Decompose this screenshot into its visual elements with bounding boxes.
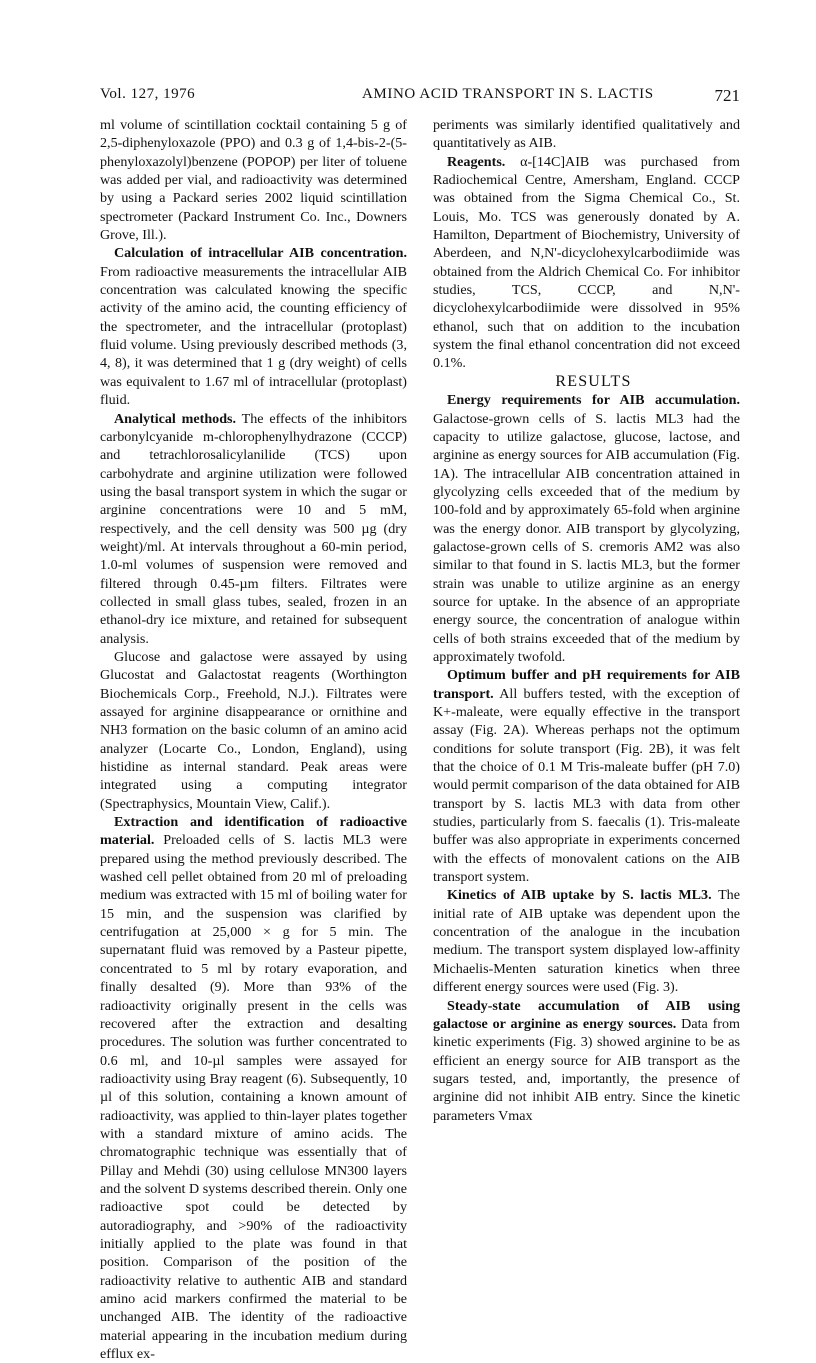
paragraph-steady-state: Steady-state accumulation of AIB using galactose or arginine as energy sources. Data from kinetic experiments (Fig. 3) showed arginine to be as efficient an energy source for AIB transport as the sugars tested, and, importantly, the presence of arginine did not inhibit AIB entry. Since the kinetic parameters Vmax [433, 997, 740, 1124]
section-heading-results: RESULTS [555, 372, 632, 390]
run-in-heading: Steady-state accumulation of AIB using galactose or arginine as energy sources. [433, 997, 740, 1032]
paragraph-energy-requirements: Energy requirements for AIB accumulation. Galactose-grown cells of S. lactis ML3 had the capacity to utilize galactose, glucose, lactose, and arginine as energy sources for AIB accumulation (Fig. 1A). The intracellular AIB concentration attained in glycolyzing cells exceeded that of the medium by 100-fold and by approximately 65-fold when arginine was the energy donor. AIB transport by glycolyzing, galactose-grown cells of S. cremoris AM2 was also similar to that found in S. lactis ML3, but the former strain was unable to utilize arginine as an energy source for uptake. In the absence of an appropriate energy source, the concentration of analogue within cells of both strains exceeded that of the medium by approximately twofold. [433, 392, 740, 665]
paragraph-buffer-ph: Optimum buffer and pH requirements for AIB transport. All buffers tested, with the exception of K+-maleate, were equally effective in the transport assay (Fig. 2A). Whereas perhaps not the optimum conditions for solute transport (Fig. 2B), it was felt that the choice of 0.1 M Tris-maleate buffer (pH 7.0) would permit comparison of the data obtained for AIB transport by S. lactis ML3 with data from other studies, particularly from S. faecalis (1). Tris-maleate buffer was also appropriate in experiments concerned with the effects of monovalent cations on the AIB transport system. [433, 667, 740, 886]
run-in-heading: Analytical methods. [114, 410, 237, 427]
run-in-heading: Calculation of intracellular AIB concentration. [114, 245, 407, 262]
paragraph-extraction: Extraction and identification of radioactive material. Preloaded cells of S. lactis ML3 were prepared using the method previously described. The washed cell pellet obtained from 20 ml of preloading medium was extracted with 15 ml of boiling water for 15 min, and the suspension was clarified by centrifugation at 25,000 × g for 5 min. The supernatant fluid was removed by a Pasteur pipette, concentrated to 5 ml by rotary evaporation, and finally desalted (9). More than 93% of the radioactivity originally present in the cells was recovered after the extraction and desalting procedures. The solution was further concentrated to 0.6 ml, and 10-µl samples were assayed for radioactivity using Bray reagent (6). Subsequently, 10 µl of this solution, containing a known amount of radioactivity, was applied to thin-layer plates together with a standard mixture of amino acids. The chromatographic technique was essentially that of Pillay and Mehdi (30) using cellulose MN300 layers and the solvent D systems described therein. Only one radioactive spot could be detected by autoradiography, and >90% of the radioactivity initially applied to the plate was found in that position. Comparison of the position of the radioactivity relative to authentic AIB and standard amino acid markers confirmed the material to be unchanged AIB. The identity of the radioactive material appearing in the incubation medium during efflux ex- [100, 814, 407, 1363]
left-column [100, 116, 407, 1363]
paragraph-reagents: Reagents. α-[14C]AIB was purchased from Radiochemical Centre, Amersham, England. CCCP was obtained from the Sigma Chemical Co., St. Louis, Mo. TCS was generously donated by A. Hamilton, Department of Biochemistry, University of Aberdeen, and N,N'-dicyclohexylcarbodiimide was obtained from the Aldrich Chemical Co. For inhibitor studies, TCS, CCCP, and N,N'-dicyclohexylcarbodiimide were dissolved in 95% ethanol, such that on addition to the incubation system the final ethanol concentration did not exceed 0.1%. [433, 153, 740, 372]
paragraph-efflux-continued: periments was similarly identified qualitatively and quantitatively as AIB. [433, 117, 740, 152]
running-title: AMINO ACID TRANSPORT IN S. LACTIS [362, 86, 654, 102]
run-in-heading: Energy requirements for AIB accumulation. [447, 392, 740, 409]
right-column [433, 116, 740, 1125]
paragraph-analytical-methods: Analytical methods. The effects of the inhibitors carbonylcyanide m-chlorophenylhydrazone (CCCP) and tetrachlorosalicylanilide (TCS) upon carbohydrate and arginine utilization were followed using the basal transport system in which the sugar or arginine concentrations were 10 and 5 mM, respectively, and the cell density was 500 µg (dry weight)/ml. At intervals throughout a 60-min period, 1.0-ml volumes of suspension were removed and filtered through 0.45-µm filters. Filtrates were collected in small glass tubes, sealed, frozen in an ethanol-dry ice mixture, and retained for subsequent analysis. [100, 410, 408, 647]
run-in-heading: Kinetics of AIB uptake by S. lactis ML3. [447, 887, 712, 904]
paragraph-kinetics: Kinetics of AIB uptake by S. lactis ML3. The initial rate of AIB uptake was dependent upon the concentration of the analogue in the incubation medium. The transport system displayed low-affinity Michaelis-Menten saturation kinetics when three different energy sources were used (Fig. 3). [433, 887, 740, 996]
page-number: 721 [714, 86, 740, 105]
run-in-heading: Reagents. [447, 153, 506, 170]
run-in-heading: Extraction and identification of radioactive material. [100, 814, 407, 849]
running-header [100, 86, 740, 108]
paragraph-calculation: Calculation of intracellular AIB concentration. From radioactive measurements the intracellular AIB concentration was calculated knowing the specific activity of the amino acid, the counting efficiency of the spectrometer, and the intracellular (protoplast) fluid volume. Using previously described methods (3, 4, 8), it was determined that 1 g (dry weight) of cells was equivalent to 1.67 ml of intracellular (protoplast) fluid. [100, 245, 407, 409]
paragraph-glucose-assay: Glucose and galactose were assayed by using Glucostat and Galactostat reagents (Worthington Biochemicals Corp., Freehold, N.J.). Filtrates were assayed for arginine disappearance or ornithine and NH3 formation on the basic column of an amino acid analyzer (Locarte Co., London, England), using histidine as internal standard. Peak areas were integrated using a computing integrator (Spectraphysics, Mountain View, Calif.). [100, 648, 407, 812]
run-in-heading: Optimum buffer and pH requirements for AIB transport. [433, 667, 740, 702]
paragraph-scintillation: ml volume of scintillation cocktail containing 5 g of 2,5-diphenyloxazole (PPO) and 0.3 g of 1,4-bis-2-(5-phenyloxazolyl)benzene (POPOP) per liter of toluene was added per vial, and radioactivity was determined by using a Packard series 2002 liquid scintillation spectrometer (Packard Instrument Co. Inc., Downers Grove, Ill.). [100, 117, 407, 244]
journal-volume: Vol. 127, 1976 [100, 86, 196, 102]
